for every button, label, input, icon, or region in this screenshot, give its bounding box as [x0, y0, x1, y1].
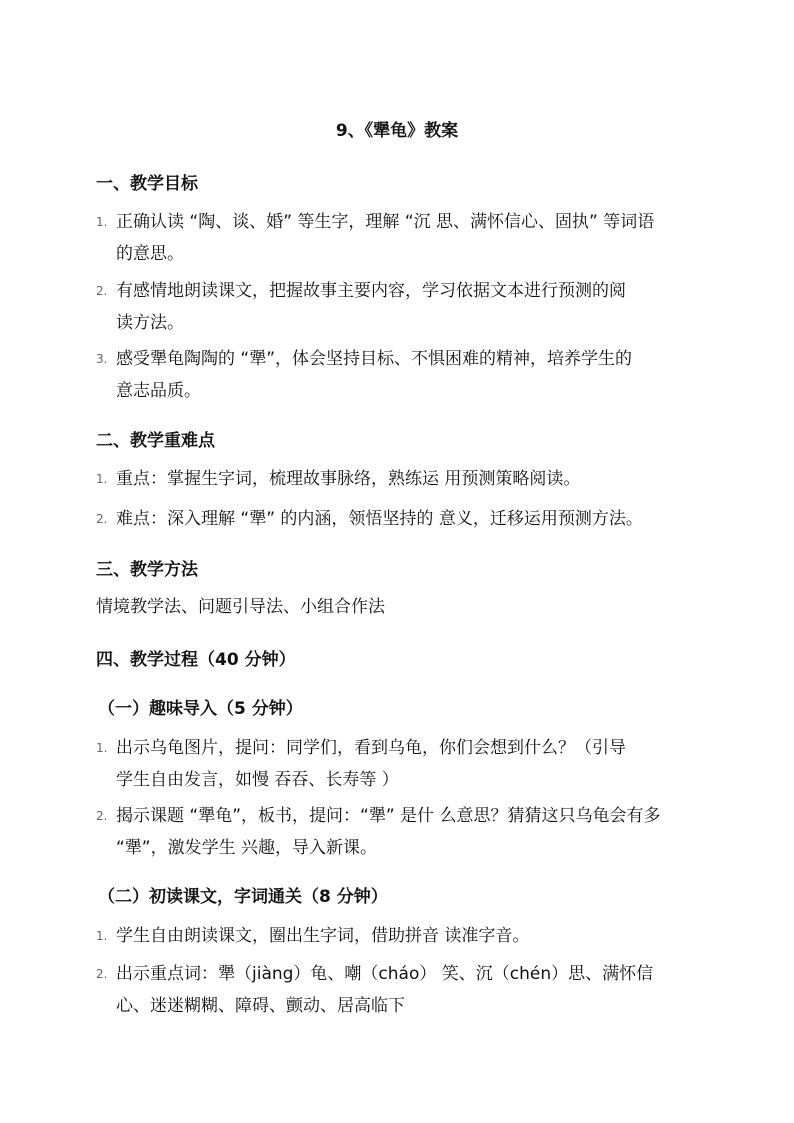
list-item	[96, 343, 716, 407]
list-item-text-cont: “犟”，激发学生 兴趣，导入新课。	[116, 838, 378, 858]
list-number: 1.	[96, 472, 108, 486]
list-item-text: 出示重点词：犟（jiàng）龟、嘲（cháo） 笑、沉（chén）思、满怀信	[116, 964, 654, 984]
list-number: 2.	[96, 967, 108, 981]
list-item	[96, 463, 716, 495]
list-item-text: 正确认读 “陶、谈、婚” 等生字，理解 “沉 思、满怀信心、固执” 等词语	[116, 212, 655, 232]
section-heading-objectives: 一、教学目标	[96, 174, 198, 194]
list-item	[96, 800, 716, 864]
list-item-text: 有感情地朗读课文，把握故事主要内容，学习依据文本进行预测的阅	[116, 281, 626, 301]
list-item-text: 揭示课题 “犟龟”，板书，提问：“犟” 是什 么意思？猜猜这只乌龟会有多	[116, 806, 661, 826]
list-item-text-cont: 意志品质。	[116, 381, 201, 401]
list-number: 3.	[96, 352, 108, 366]
list-item-text-cont: 学生自由发言，如慢 吞吞、长寿等 ）	[116, 770, 399, 790]
list-item	[96, 732, 716, 796]
list-item	[96, 206, 716, 270]
methods-text: 情境教学法、问题引导法、小组合作法	[96, 597, 385, 617]
list-item-text: 重点：掌握生字词，梳理故事脉络，熟练运 用预测策略阅读。	[116, 469, 581, 489]
list-item-text-cont: 心、迷迷糊糊、障碍、颤动、居高临下	[116, 996, 405, 1016]
list-item-text: 难点：深入理解 “犟” 的内涵，领悟坚持的 意义，迁移运用预测方法。	[116, 509, 643, 529]
subsection-heading-intro: （一）趣味导入（5 分钟）	[98, 699, 303, 719]
list-item	[96, 958, 716, 1022]
list-item	[96, 275, 716, 339]
section-heading-key-points: 二、教学重难点	[96, 431, 215, 451]
list-item-text-cont: 的意思。	[116, 244, 184, 264]
section-heading-process: 四、教学过程（40 分钟）	[96, 650, 296, 670]
list-number: 1.	[96, 929, 108, 943]
list-number: 2.	[96, 284, 108, 298]
section-heading-methods: 三、教学方法	[96, 560, 198, 580]
list-number: 2.	[96, 512, 108, 526]
list-item-text-cont: 读方法。	[116, 313, 184, 333]
list-number: 1.	[96, 741, 108, 755]
list-item-text: 出示乌龟图片，提问：同学们，看到乌龟，你们会想到什么？（引导	[116, 738, 626, 758]
list-item-text: 感受犟龟陶陶的 “犟”，体会坚持目标、不惧困难的精神，培养学生的	[116, 349, 633, 369]
document-title: 9、《犟龟》教案	[335, 121, 459, 141]
subsection-heading-first-reading: （二）初读课文，字词通关（8 分钟）	[98, 887, 388, 907]
list-item-text: 学生自由朗读课文，圈出生字词，借助拼音 读准字音。	[116, 926, 530, 946]
list-number: 2.	[96, 809, 108, 823]
list-number: 1.	[96, 215, 108, 229]
list-item	[96, 920, 716, 952]
list-item	[96, 503, 716, 535]
